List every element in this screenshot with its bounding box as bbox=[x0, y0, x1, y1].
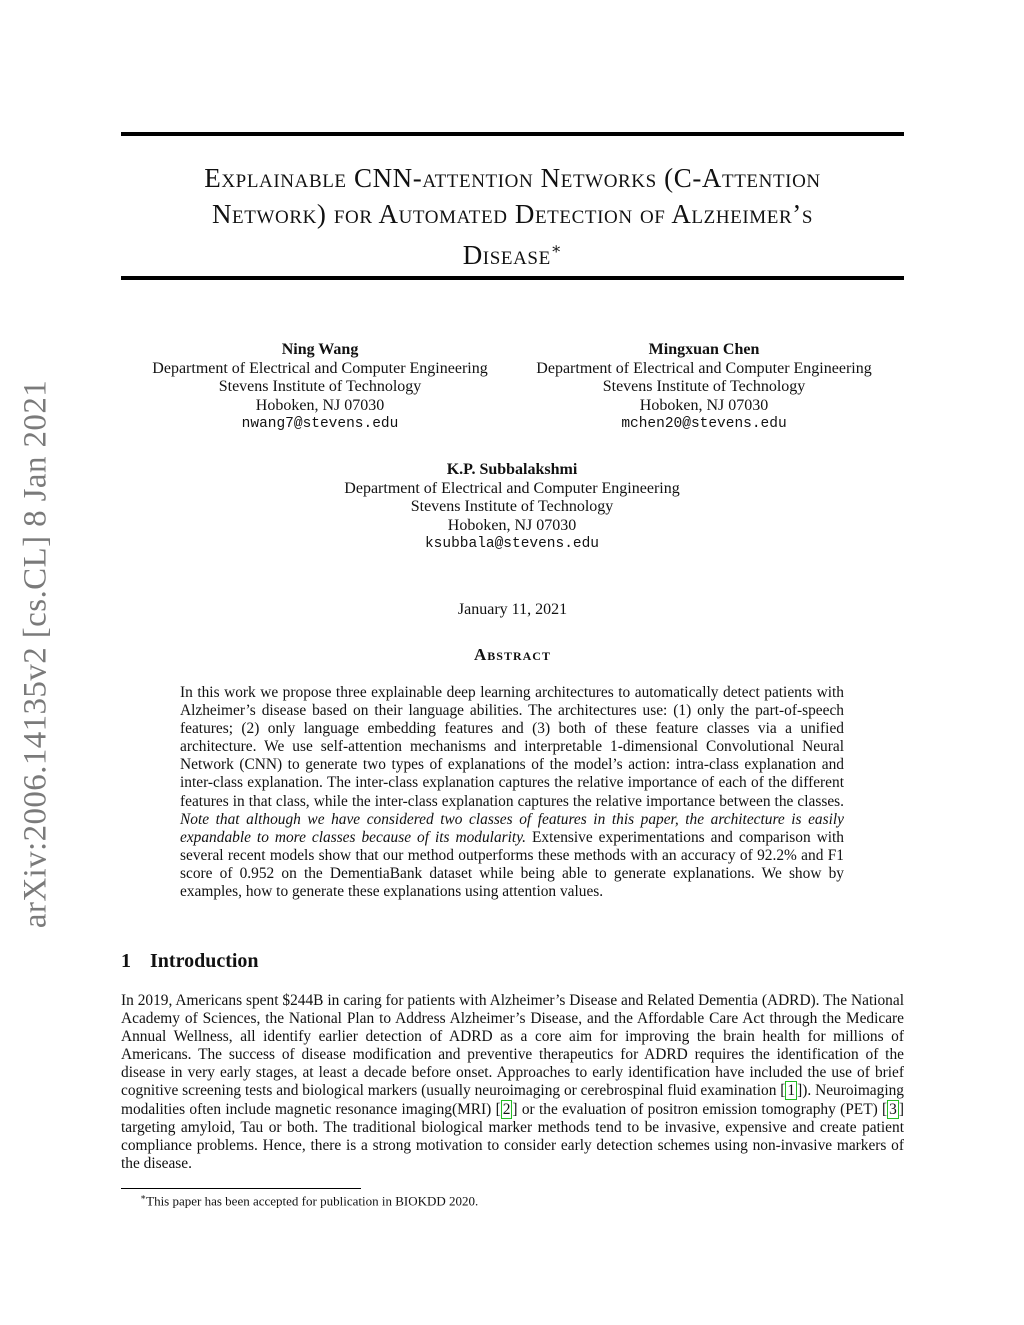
author-department: Department of Electrical and Computer Engineering bbox=[152, 359, 488, 377]
paragraph-text: ]). Neuroimaging modalities often include magnetic resonance imaging(MRI) [ bbox=[121, 1082, 904, 1118]
author-block bbox=[121, 341, 519, 434]
abstract-heading: Abstract bbox=[474, 645, 551, 664]
author-email[interactable]: nwang7@stevens.edu bbox=[241, 416, 399, 432]
footnote-text: This paper has been accepted for publication in BIOKDD 2020. bbox=[146, 1193, 479, 1209]
author-institution: Stevens Institute of Technology bbox=[602, 378, 806, 395]
author-department: Department of Electrical and Computer Engineering bbox=[536, 359, 872, 377]
author-email[interactable]: mchen20@stevens.edu bbox=[621, 416, 787, 432]
abstract-text-part: Extensive experimentations and comparison with several recent models show that our method outperforms these methods with an accuracy of 92.2% and F1 score of 0.952 on the DementiaBank dataset while being able to generate explanations. We show by examples, how to generate these explanations using attention values. bbox=[180, 828, 844, 901]
paragraph-text: ] or the evaluation of positron emission tomography (PET) [ bbox=[512, 1100, 888, 1118]
author-email[interactable]: ksubbala@stevens.edu bbox=[424, 536, 600, 552]
title-rule-top bbox=[121, 132, 904, 136]
footnote bbox=[140, 1192, 478, 1209]
paragraph-text: In 2019, Americans spent $244B in caring for patients with Alzheimer’s Disease and Related Dementia (ADRD). The National Academy of Sciences, the National Plan to Address Alzheimer’s Disease, and the Affordable Care Act through the Medicare Annual Wellness, all identify earlier detection of ADRD as a core aim for improving the brain health for millions of Americans. The success of disease modification and preventive therapeutics for ADRD requires the identification of the disease in very early stages, at least a decade before onset. Approaches to early identification have included the use of brief cognitive screening tests and biological markers (usually neuroimaging or cerebrospinal fluid examination [ bbox=[121, 992, 904, 1100]
paper-date: January 11, 2021 bbox=[457, 601, 568, 618]
author-name: Mingxuan Chen bbox=[648, 341, 760, 358]
title-rule-bottom bbox=[121, 276, 904, 280]
author-institution: Stevens Institute of Technology bbox=[410, 498, 614, 515]
abstract-text-part: In this work we propose three explainable deep learning architectures to automatically detect patients with Alzheimer’s disease based on their language abilities. The architectures use: (1) only the part-of-speech features; (2) only language embedding features and (3) both of these feature classes via a unified architecture. We use self-attention mechanisms and interpretable 1-dimensional Convolutional Neural Network (CNN) to generate two types of explanations of the model’s action: intra-class explanation and inter-class explanation. The inter-class explanation captures the relative importance of each of the different features in that class, while the inter-class explanation captures the relative importance between the classes. bbox=[180, 684, 844, 810]
arxiv-stamp: arXiv:2006.14135v2 [cs.CL] 8 Jan 2021 bbox=[17, 379, 54, 928]
citation-link[interactable]: 1 bbox=[787, 1082, 796, 1100]
abstract-text bbox=[180, 684, 844, 901]
author-city: Hoboken, NJ 07030 bbox=[639, 396, 769, 414]
author-block bbox=[505, 341, 903, 434]
citation-link[interactable]: 3 bbox=[889, 1100, 897, 1118]
section-title: Introduction bbox=[150, 950, 259, 972]
footnote-rule bbox=[121, 1188, 361, 1189]
author-institution: Stevens Institute of Technology bbox=[218, 378, 422, 395]
title-line-3-text: Disease bbox=[462, 240, 551, 270]
author-department: Department of Electrical and Computer Engineering bbox=[344, 479, 680, 497]
citation-link[interactable]: 2 bbox=[502, 1100, 511, 1118]
paragraph-text: ] targeting amyloid, Tau or both. The traditional biological marker methods tend to be invasive, expensive and create patient compliance problems. Hence, there is a strong motivation to consider early detection schemes using non-invasive markers of the disease. bbox=[121, 1100, 904, 1172]
paper-title bbox=[121, 160, 904, 273]
abstract-italic-note: Note that although we have considered two classes of features in this paper, the architecture is easily expandable to more classes because of its modularity. bbox=[180, 810, 844, 846]
title-line-3 bbox=[121, 232, 904, 273]
arxiv-sidebar bbox=[8, 377, 64, 930]
author-city: Hoboken, NJ 07030 bbox=[447, 516, 577, 534]
footnote-mark: ∗ bbox=[140, 1192, 147, 1202]
introduction-paragraph bbox=[121, 992, 904, 1173]
section-number: 1 bbox=[121, 950, 131, 972]
title-line-1: Explainable CNN-attention Networks (C-Attention bbox=[204, 163, 821, 193]
author-name: Ning Wang bbox=[281, 341, 359, 358]
author-city: Hoboken, NJ 07030 bbox=[255, 396, 385, 414]
section-heading-introduction bbox=[121, 950, 259, 973]
author-name: K.P. Subbalakshmi bbox=[446, 461, 578, 478]
title-line-2: Network) for Automated Detection of Alzheimer’s bbox=[211, 199, 814, 229]
author-block bbox=[313, 461, 711, 554]
title-footnote-mark: ∗ bbox=[550, 241, 563, 258]
